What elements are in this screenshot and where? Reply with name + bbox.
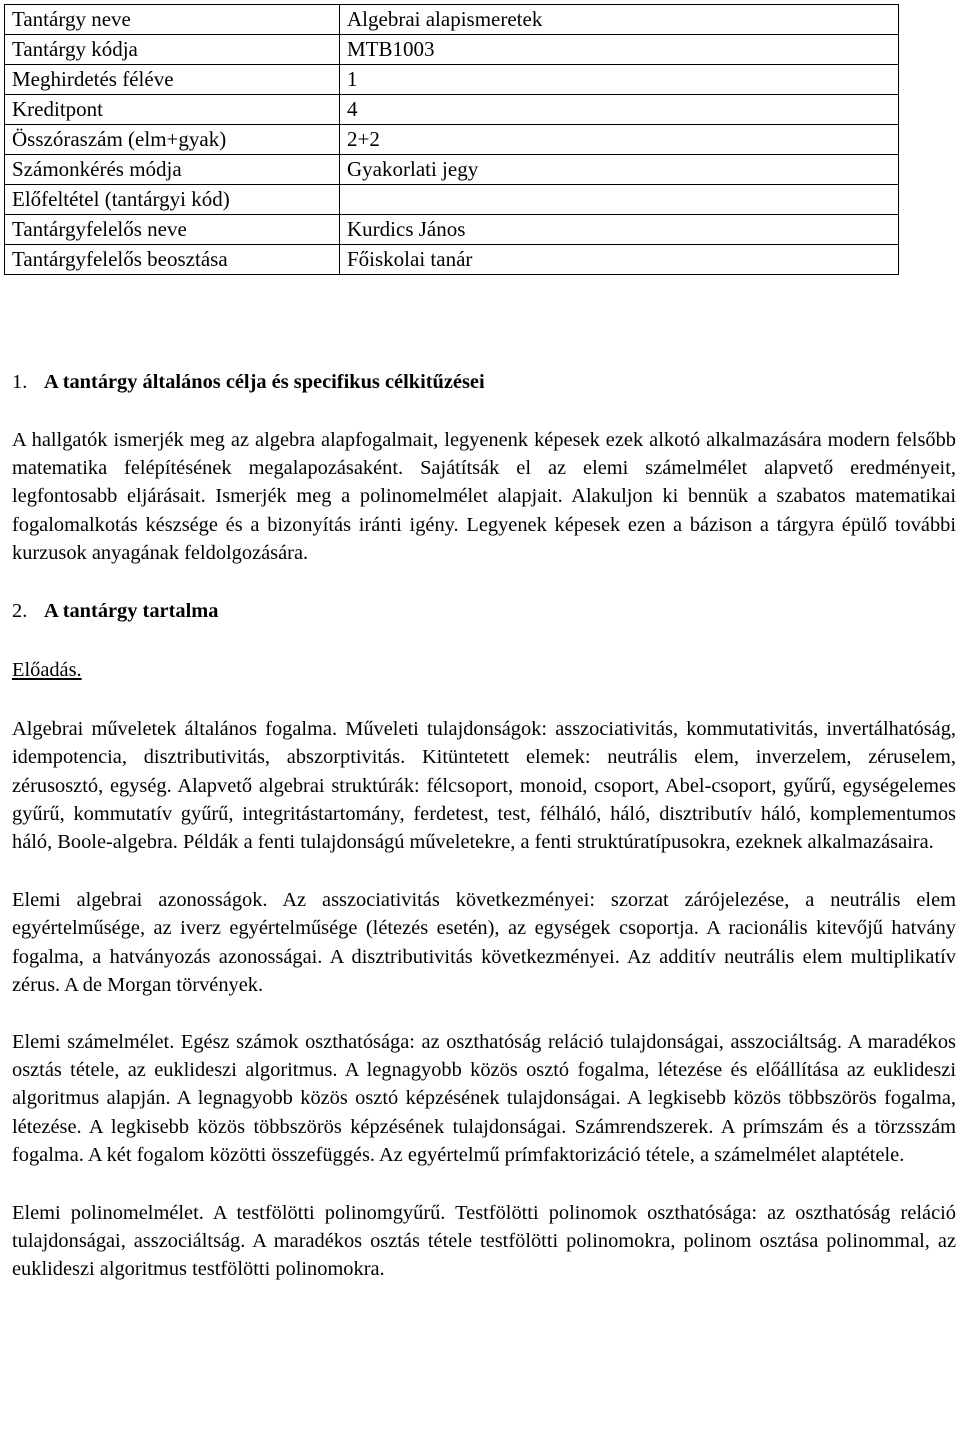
section-2-heading bbox=[12, 597, 956, 625]
course-info-body bbox=[5, 5, 899, 275]
info-label: Tantárgy kódja bbox=[5, 35, 340, 65]
info-value: 4 bbox=[340, 95, 899, 125]
lecture-subheading: Előadás. bbox=[12, 659, 82, 682]
info-label: Kreditpont bbox=[5, 95, 340, 125]
paragraph-algebraic-identities: Elemi algebrai azonosságok. Az asszociativitás következményei: szorzat zárójelezése, a neutrális elem egyértelműsége, az iverz egyértelműsége (létezés esetén), az egységek csoportja. A racionális kitevőjű hatvány fogalma, a hatványozás azonosságai. A disztributivitás következményei. Az additív neutrális elem multiplikatív zérus. A de Morgan törvények. bbox=[12, 889, 956, 996]
info-value: Gyakorlati jegy bbox=[340, 155, 899, 185]
paragraph-polynomial-theory: Elemi polinomelmélet. A testfölötti polinomgyűrű. Testfölötti polinomok oszthatósága: az oszthatóság reláció tulajdonságai, asszociáltság. A maradékos osztás tétele testfölötti polinomokra, polinom osztása polinommal, az euklideszi algoritmus testfölötti polinomokra. bbox=[12, 1202, 956, 1281]
info-row bbox=[5, 65, 899, 95]
info-value: 1 bbox=[340, 65, 899, 95]
info-value: Kurdics János bbox=[340, 215, 899, 245]
section-1-number: 1. bbox=[12, 371, 28, 393]
info-value bbox=[340, 185, 899, 215]
section-1-paragraph: A hallgatók ismerjék meg az algebra alapfogalmait, legyenenk képesek ezek alkotó alkalmazására modern felsőbb matematika felépítésének megalapozásaként. Sajátítsák el az elemi számelmélet alapvető eredményeit, legfontosabb eljárásait. Ismerjék meg a polinomelmélet alapjait. Alakuljon ki bennük a szabatos matematikai fogalomalkotás készsége és a bizonyítás iránti igény. Legyenek képesek ezen a bázison a tárgyra épülő további kurzusok anyagának feldolgozására. bbox=[12, 429, 956, 564]
paragraph-number-theory: Elemi számelmélet. Egész számok oszthatósága: az oszthatóság reláció tulajdonságai, asszociáltság. A maradékos osztás tétele, az euklideszi algoritmus. A legnagyobb közös osztó fogalma, létezése és előállítása az euklideszi algoritmus alapján. A legnagyobb közös osztó képzésének tulajdonságai. A legkisebb közös többszörös fogalma, létezése. A legkisebb közös többszörös képzésének tulajdonságai. Számrendszerek. A prímszám és a törzsszám fogalma. A két fogalom közötti összefüggés. Az egyértelmű prímfaktorizáció tétele, a számelmélet alaptétele. bbox=[12, 1031, 956, 1166]
course-info-table bbox=[4, 4, 899, 275]
document-content bbox=[12, 364, 956, 1284]
info-row bbox=[5, 245, 899, 275]
info-label: Összóraszám (elm+gyak) bbox=[5, 125, 340, 155]
info-row bbox=[5, 5, 899, 35]
info-row bbox=[5, 215, 899, 245]
section-1-heading bbox=[12, 368, 956, 396]
info-row bbox=[5, 185, 899, 215]
section-1-title: A tantárgy általános célja és specifikus célkitűzései bbox=[44, 371, 485, 393]
info-label: Számonkérés módja bbox=[5, 155, 340, 185]
section-2-number: 2. bbox=[12, 600, 28, 623]
info-label: Előfeltétel (tantárgyi kód) bbox=[5, 185, 340, 215]
section-2-title: A tantárgy tartalma bbox=[44, 600, 219, 623]
info-value: Főiskolai tanár bbox=[340, 245, 899, 275]
info-label: Tantárgy neve bbox=[5, 5, 340, 35]
info-row bbox=[5, 35, 899, 65]
info-label: Tantárgyfelelős neve bbox=[5, 215, 340, 245]
info-row bbox=[5, 125, 899, 155]
info-label: Meghirdetés féléve bbox=[5, 65, 340, 95]
info-label: Tantárgyfelelős beosztása bbox=[5, 245, 340, 275]
info-row bbox=[5, 155, 899, 185]
info-row bbox=[5, 95, 899, 125]
info-value: Algebrai alapismeretek bbox=[340, 5, 899, 35]
info-value: MTB1003 bbox=[340, 35, 899, 65]
paragraph-algebraic-operations: Algebrai műveletek általános fogalma. Műveleti tulajdonságok: asszociativitás, kommutativitás, invertálhatóság, idempotencia, disztributivitás, abszorptivitás. Kitüntetett elemek: neutrális elem, inverzelem, zéruselem, zérusosztó, egység. Alapvető algebrai struktúrák: félcsoport, monoid, csoport, Abel-csoport, gyűrű, egységelemes gyűrű, kommutatív gyűrű, integritástartomány, ferdetest, test, félháló, háló, disztributív háló, komplementumos háló, Boole-algebra. Példák a fenti tulajdonságú műveletekre, a fenti struktúratípusokra, ezeknek alkalmazásaira. bbox=[12, 718, 956, 854]
info-value: 2+2 bbox=[340, 125, 899, 155]
